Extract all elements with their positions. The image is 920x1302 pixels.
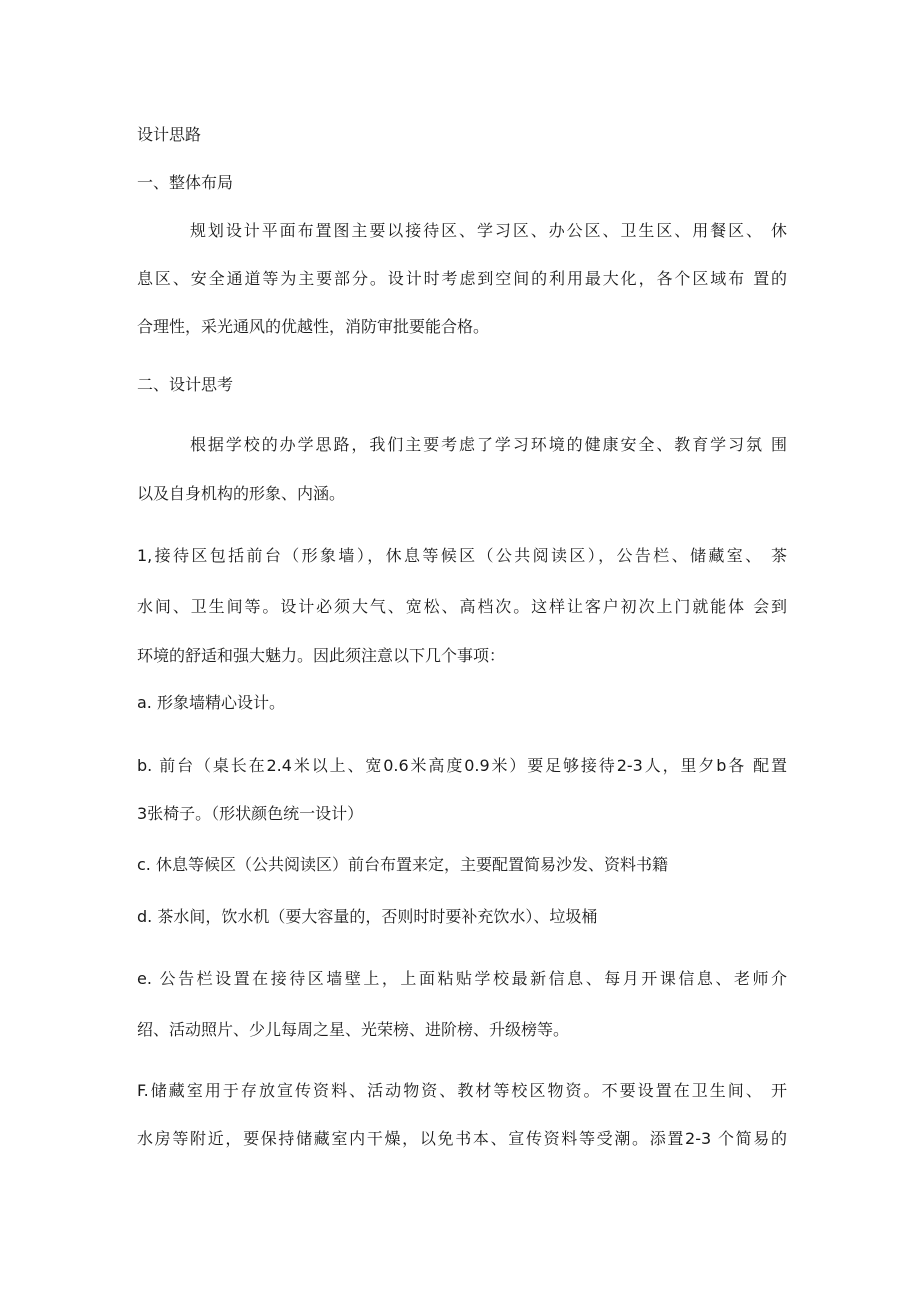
paragraph-line: 水房等附近，要保持储藏室内干燥，以免书本、宣传资料等受潮。添置2-3 个简易的 (137, 1129, 787, 1148)
section-heading-thinking: 二、设计思考 (137, 375, 234, 394)
paragraph-line: 根据学校的办学思路，我们主要考虑了学习环境的健康安全、教育学习氛 围 (190, 435, 787, 454)
paragraph-line: F.储藏室用于存放宣传资料、活动物资、教材等校区物资。不要设置在卫生间、 开 (137, 1081, 787, 1100)
paragraph-line: 规划设计平面布置图主要以接待区、学习区、办公区、卫生区、用餐区、 休 (190, 221, 787, 240)
paragraph-line: 息区、安全通道等为主要部分。设计时考虑到空间的利用最大化，各个区域布 置的 (137, 269, 787, 288)
paragraph-line: 3张椅子。（形状颜色统一设计） (137, 804, 364, 823)
paragraph-line: 1,接待区包括前台（形象墙），休息等候区（公共阅读区），公告栏、储藏室、 茶 (137, 546, 787, 565)
paragraph-line: 环境的舒适和强大魅力。因此须注意以下几个事项： (137, 646, 506, 665)
paragraph-line: b. 前台（桌长在2.4米以上、宽0.6米高度0.9米）要足够接待2-3人，里夕b各 配置 (137, 756, 787, 775)
paragraph-line: 绍、活动照片、少儿每周之星、光荣榜、进阶榜、升级榜等。 (137, 1020, 570, 1039)
document-title: 设计思路 (137, 125, 202, 144)
paragraph-line: 水间、卫生间等。设计必须大气、宽松、高档次。这样让客户初次上门就能体 会到 (137, 597, 787, 616)
item-c: c. 休息等候区（公共阅读区）前台布置来定，主要配置简易沙发、资料书籍 (137, 855, 668, 874)
item-a: a. 形象墙精心设计。 (137, 693, 285, 712)
paragraph-line: 以及自身机构的形象、内涵。 (137, 484, 346, 503)
paragraph-line: 合理性，采光通风的优越性，消防审批要能合格。 (137, 317, 490, 336)
item-d: d. 茶水间，饮水机（要大容量的，否则时时要补充饮水）、垃圾桶 (137, 907, 598, 926)
section-heading-layout: 一、整体布局 (137, 173, 234, 192)
paragraph-line: e. 公告栏设置在接待区墙壁上，上面粘贴学校最新信息、每月开课信息、老师介 (137, 969, 787, 988)
